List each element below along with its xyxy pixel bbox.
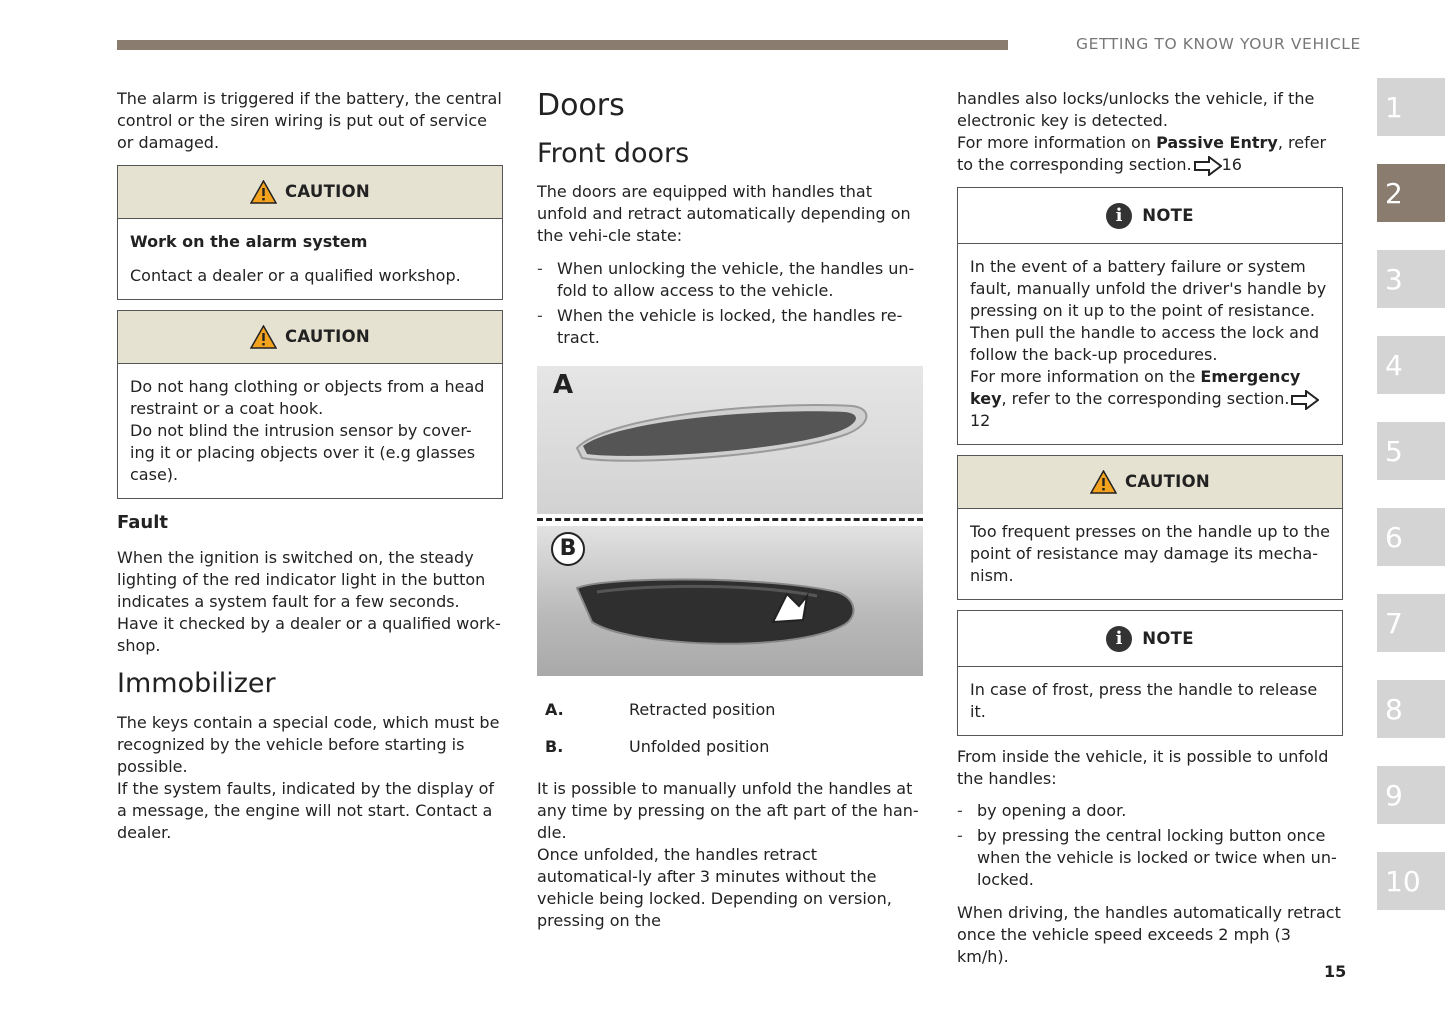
manual-unfold-text: It is possible to manually unfold the handles at any time by pressing on the aft part of the han-dle. bbox=[537, 779, 919, 842]
immobilizer-text-1: The keys contain a special code, which must be recognized by the vehicle before starting is possible. bbox=[117, 713, 500, 776]
alarm-intro: The alarm is triggered if the battery, the central control or the siren wiring is put out of service or damaged. bbox=[117, 89, 502, 152]
caution-header bbox=[958, 456, 1342, 509]
page-ref[interactable]: 16 bbox=[1221, 155, 1242, 174]
caution-body bbox=[118, 219, 502, 299]
chapter-tab-7[interactable]: 7 bbox=[1377, 594, 1445, 652]
figure-unfolded-handle bbox=[537, 526, 923, 676]
caution-title: CAUTION bbox=[1124, 472, 1211, 491]
list-item: - by pressing the central locking button once when the vehicle is locked or twice when un-locked. bbox=[957, 825, 1343, 891]
emergency-key-ref bbox=[970, 366, 1330, 432]
chapter-tab-8[interactable]: 8 bbox=[1377, 680, 1445, 738]
unfolded-handle-illustration bbox=[537, 526, 923, 676]
caution-header bbox=[118, 311, 502, 364]
arrow-right-icon bbox=[1194, 156, 1222, 176]
caution-body bbox=[958, 509, 1342, 599]
note-body bbox=[958, 667, 1342, 735]
chapter-tab-10[interactable]: 10 bbox=[1377, 852, 1445, 910]
arrow-right-icon bbox=[1291, 390, 1319, 410]
legend-text: Retracted position bbox=[629, 699, 776, 719]
caution-header bbox=[118, 166, 502, 219]
list-item: - by opening a door. bbox=[957, 800, 1343, 822]
chapter-tab-4[interactable]: 4 bbox=[1377, 336, 1445, 394]
chapter-tab-3[interactable]: 3 bbox=[1377, 250, 1445, 308]
ref-bold: Emergency key bbox=[970, 367, 1301, 408]
caution-text: Too frequent presses on the handle up to the point of resistance may damage its mecha-nism. bbox=[970, 522, 1330, 585]
column-1 bbox=[117, 88, 503, 844]
note-title: NOTE bbox=[1142, 628, 1194, 648]
warning-icon bbox=[1090, 470, 1117, 494]
column-3 bbox=[957, 88, 1343, 968]
chapter-tab-2[interactable]: 2 bbox=[1377, 164, 1445, 222]
legend-text: Unfolded position bbox=[629, 736, 770, 756]
caution-title: CAUTION bbox=[284, 182, 371, 201]
page-ref[interactable]: 12 bbox=[970, 411, 991, 430]
warning-icon bbox=[250, 325, 277, 349]
doors-heading: Doors bbox=[537, 88, 625, 123]
fault-text: When the ignition is switched on, the steady lighting of the red indicator light in the button indicates a system fault for a few seconds. Have it checked by a dealer or a qualified work-shop. bbox=[117, 548, 501, 655]
driving-text: When driving, the handles automatically retract once the vehicle speed exceeds 2 mph (3 km/h). bbox=[957, 903, 1341, 966]
ref-text: , refer to the corresponding section. bbox=[1001, 389, 1290, 408]
chapter-tab-9[interactable]: 9 bbox=[1377, 766, 1445, 824]
ref-bold: Passive Entry bbox=[1156, 133, 1278, 152]
legend-row bbox=[537, 728, 923, 765]
fault-heading: Fault bbox=[117, 512, 168, 533]
page-number: 15 bbox=[1324, 962, 1347, 981]
column-2 bbox=[537, 88, 923, 932]
immobilizer-heading: Immobilizer bbox=[117, 668, 276, 699]
immobilizer-text-2: If the system faults, indicated by the display of a message, the engine will not start. Contact a dealer. bbox=[117, 779, 495, 842]
handles-continuation: handles also locks/unlocks the vehicle, if the electronic key is detected. bbox=[957, 89, 1315, 130]
doors-intro: The doors are equipped with handles that unfold and retract automatically depending on the vehi-cle state: bbox=[537, 182, 911, 245]
chapter-tab-1[interactable]: 1 bbox=[1377, 78, 1445, 136]
doors-bullet-list bbox=[537, 258, 923, 349]
legend-key: A. bbox=[545, 699, 564, 719]
legend-row bbox=[537, 691, 923, 728]
section-title: GETTING TO KNOW YOUR VEHICLE bbox=[1076, 35, 1361, 53]
ref-text: For more information on bbox=[957, 133, 1157, 152]
caution-box-head-restraint bbox=[117, 310, 503, 499]
note-header bbox=[958, 188, 1342, 244]
figure-retracted-handle bbox=[537, 366, 923, 514]
note-box-battery bbox=[957, 187, 1343, 445]
retracted-handle-illustration bbox=[537, 366, 923, 514]
passive-entry-ref bbox=[957, 132, 1343, 176]
figure-label-a: A bbox=[553, 370, 574, 400]
inside-bullet-list bbox=[957, 800, 1343, 891]
inside-intro: From inside the vehicle, it is possible to unfold the handles: bbox=[957, 747, 1329, 788]
ref-text: , refer to the corresponding section. bbox=[957, 133, 1327, 174]
note-header bbox=[958, 611, 1342, 667]
info-icon: i bbox=[1106, 626, 1132, 652]
list-item: - When the vehicle is locked, the handles re-tract. bbox=[537, 305, 923, 349]
caution-text-2: Do not blind the intrusion sensor by cover-ing it or placing objects over it (e.g glasses case). bbox=[130, 421, 476, 484]
note-body bbox=[958, 244, 1342, 444]
header-bar bbox=[117, 40, 1008, 50]
caution-box-alarm bbox=[117, 165, 503, 300]
figure-legend bbox=[537, 691, 923, 765]
warning-icon bbox=[250, 180, 277, 204]
note-text: In the event of a battery failure or system fault, manually unfold the driver's handle by pressing on it up to the point of resistance. Then pull the handle to access the lock and follow the back-up procedures. bbox=[970, 257, 1327, 364]
auto-retract-text: Once unfolded, the handles retract automatical-ly after 3 minutes without the vehicle being locked. Depending on version, pressing on the bbox=[537, 845, 892, 930]
caution-box-handle bbox=[957, 455, 1343, 600]
door-handle-figure bbox=[537, 366, 923, 676]
caution-text-1: Do not hang clothing or objects from a head restraint or a coat hook. bbox=[130, 377, 485, 418]
caution-body bbox=[118, 364, 502, 498]
chapter-tab-5[interactable]: 5 bbox=[1377, 422, 1445, 480]
ref-text: For more information on the bbox=[970, 367, 1201, 386]
legend-key: B. bbox=[545, 736, 564, 756]
note-box-frost bbox=[957, 610, 1343, 736]
figure-label-b: B bbox=[551, 532, 585, 566]
list-item: - When unlocking the vehicle, the handles un-fold to allow access to the vehicle. bbox=[537, 258, 923, 302]
front-doors-heading: Front doors bbox=[537, 138, 690, 169]
caution-text: Contact a dealer or a qualified workshop. bbox=[130, 266, 461, 285]
caution-subtitle: Work on the alarm system bbox=[130, 232, 368, 251]
caution-title: CAUTION bbox=[284, 327, 371, 346]
info-icon: i bbox=[1106, 203, 1132, 229]
figure-divider bbox=[537, 518, 923, 521]
chapter-tab-6[interactable]: 6 bbox=[1377, 508, 1445, 566]
note-title: NOTE bbox=[1142, 205, 1194, 225]
note-text: In case of frost, press the handle to release it. bbox=[970, 680, 1318, 721]
